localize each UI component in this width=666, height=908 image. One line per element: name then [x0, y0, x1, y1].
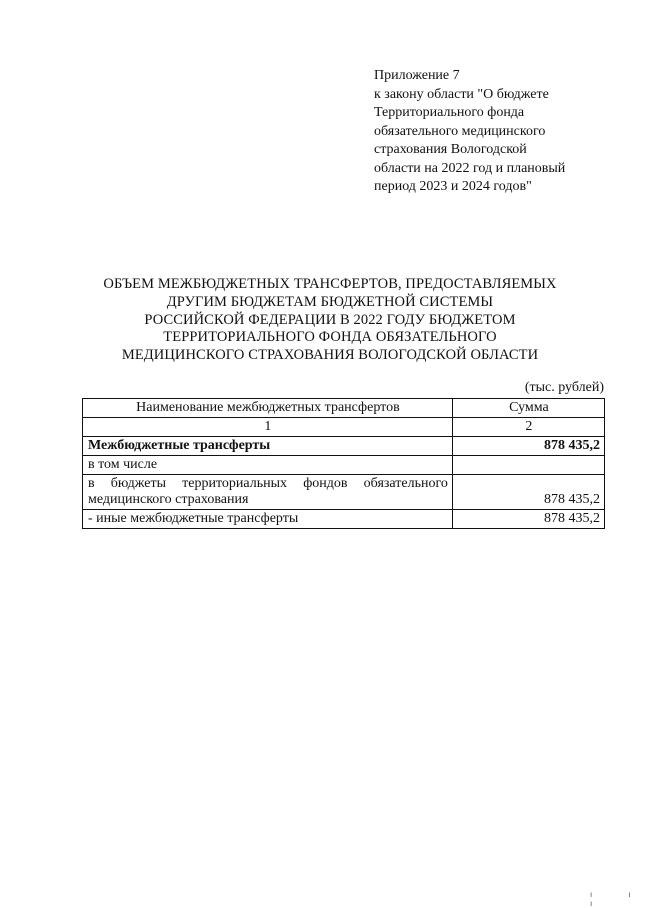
unit-label: (тыс. рублей) — [524, 380, 604, 395]
appendix-line: страхования Вологодской — [374, 142, 527, 157]
column-number-2: 2 — [452, 418, 604, 437]
row-name: - иные межбюджетные трансферты — [83, 510, 453, 529]
table-header-row — [83, 399, 605, 418]
column-number-1: 1 — [83, 418, 453, 437]
appendix-line: обязательного медицинского — [374, 123, 546, 139]
header-sum: Сумма — [452, 399, 604, 418]
appendix-line: период 2023 и 2024 годов" — [374, 179, 532, 194]
row-name: в бюджеты территориальных фондов обязательного медицинского страхования — [83, 475, 453, 510]
transfers-table — [82, 398, 605, 529]
appendix-line: Территориального фонда — [374, 105, 525, 120]
row-sum: 878 435,2 — [452, 437, 604, 456]
scan-marks: ıı ı — [590, 890, 666, 908]
appendix-line: к закону области "О бюджете — [374, 86, 549, 102]
row-name: в том числе — [83, 456, 453, 475]
row-sum: 878 435,2 — [452, 510, 604, 529]
title-line: ОБЪЕМ МЕЖБЮДЖЕТНЫХ ТРАНСФЕРТОВ, ПРЕДОСТАВЛЯЕМЫХ — [103, 276, 557, 292]
table-row — [83, 510, 605, 529]
title-line: ТЕРРИТОРИАЛЬНОГО ФОНДА ОБЯЗАТЕЛЬНОГО — [163, 329, 497, 346]
appendix-block — [374, 67, 614, 197]
document-title — [60, 276, 600, 365]
table-row — [83, 475, 605, 510]
title-line: МЕДИЦИНСКОГО СТРАХОВАНИЯ ВОЛОГОДСКОЙ ОБЛАСТИ — [121, 347, 539, 364]
appendix-line: области на 2022 год и плановый — [374, 160, 566, 176]
appendix-line: Приложение 7 — [374, 68, 460, 83]
row-name: Межбюджетные трансферты — [83, 437, 453, 456]
row-sum: 878 435,2 — [452, 475, 604, 510]
title-line: РОССИЙСКОЙ ФЕДЕРАЦИИ В 2022 ГОДУ БЮДЖЕТОМ — [144, 311, 516, 328]
column-number-row — [83, 418, 605, 437]
table-row — [83, 456, 605, 475]
title-line: ДРУГИМ БЮДЖЕТАМ БЮДЖЕТНОЙ СИСТЕМЫ — [166, 293, 494, 310]
header-name: Наименование межбюджетных трансфертов — [83, 399, 453, 418]
row-sum — [452, 456, 604, 475]
table-row — [83, 437, 605, 456]
